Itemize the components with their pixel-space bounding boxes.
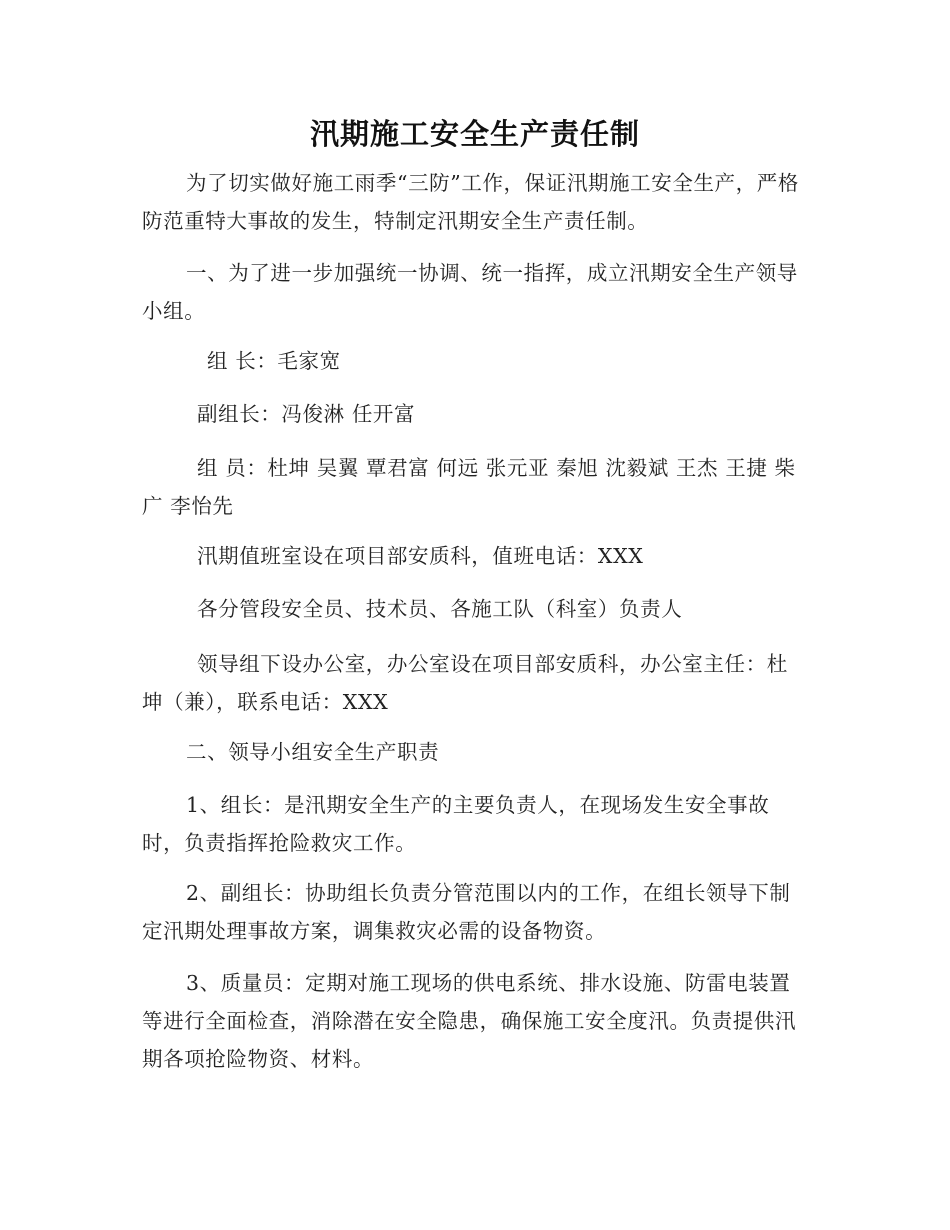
section-one-heading: 一、为了进一步加强统一协调、统一指挥，成立汛期安全生产领导小组。 bbox=[142, 261, 798, 323]
members-paragraph: 组 员：杜坤 吴翼 覃君富 何远 张元亚 秦旭 沈毅斌 王杰 王捷 柴广 李怡先 bbox=[142, 456, 796, 518]
responsible-persons-line: 各分管段安全员、技术员、各施工队（科室）负责人 bbox=[197, 597, 683, 621]
section-two-heading: 二、领导小组安全生产职责 bbox=[186, 740, 440, 764]
duty-room-line: 汛期值班室设在项目部安质科，值班电话：XXX bbox=[197, 544, 644, 568]
intro-paragraph: 为了切实做好施工雨季“三防”工作，保证汛期施工安全生产，严格防范重特大事故的发生，特制定汛期安全生产责任制。 bbox=[142, 171, 799, 233]
group-leader-line: 组 长：毛家宽 bbox=[207, 349, 341, 373]
office-paragraph: 领导组下设办公室，办公室设在项目部安质科，办公室主任：杜坤（兼），联系电话：XXX bbox=[142, 652, 788, 714]
duty-leader-paragraph: 1、组长：是汛期安全生产的主要负责人，在现场发生安全事故时，负责指挥抢险救灾工作。 bbox=[142, 793, 770, 855]
document-title: 汛期施工安全生产责任制 bbox=[309, 117, 640, 151]
duty-quality-paragraph: 3、质量员：定期对施工现场的供电系统、排水设施、防雷电装置等进行全面检查，消除潜在安全隐患，确保施工安全度汛。负责提供汛期各项抢险物资、材料。 bbox=[142, 971, 797, 1071]
deputy-leader-line: 副组长：冯俊淋 任开富 bbox=[197, 402, 416, 426]
duty-deputy-paragraph: 2、副组长：协助组长负责分管范围以内的工作，在组长领导下制定汛期处理事故方案，调集救灾必需的设备物资。 bbox=[142, 881, 791, 943]
